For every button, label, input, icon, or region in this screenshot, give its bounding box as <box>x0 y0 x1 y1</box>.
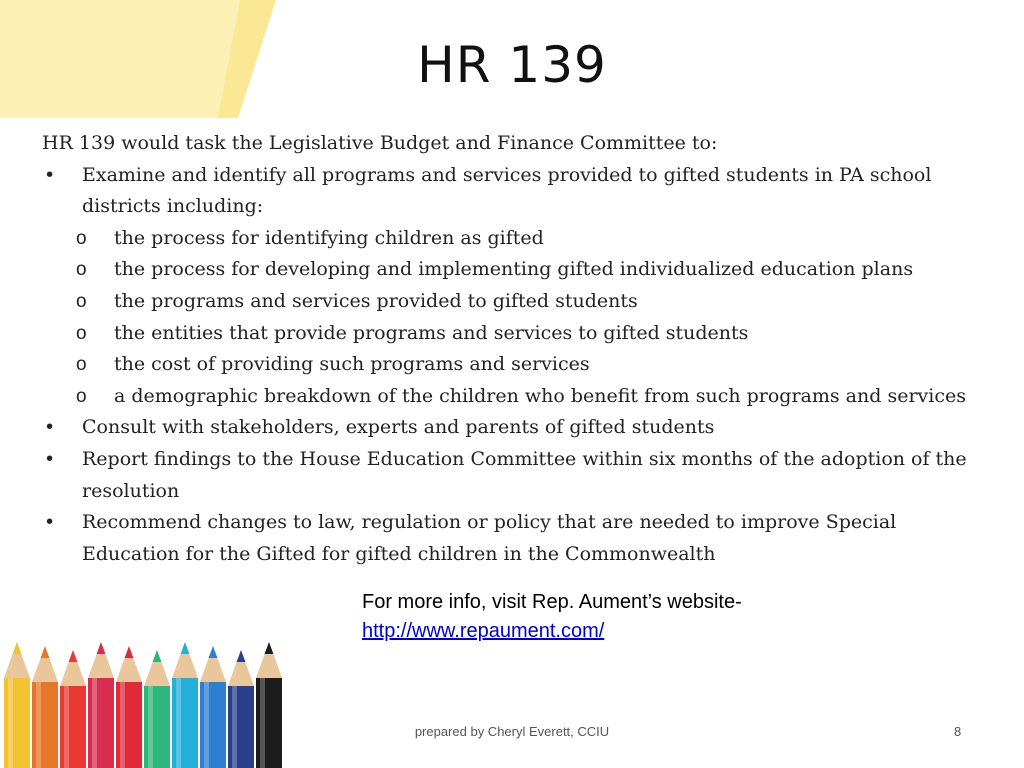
crayon <box>4 642 30 768</box>
intro-text: HR 139 would task the Legislative Budget and Finance Committee to: <box>42 132 718 154</box>
more-info-text: For more info, visit Rep. Aument’s website- <box>362 591 742 613</box>
crayon <box>60 650 86 768</box>
bullet-text: Report findings to the House Education Committee within six months of the adoption of the resolution <box>82 447 967 502</box>
bullet-text: Recommend changes to law, regulation or policy that are needed to improve Special Education for the Gifted for gifted children in the Commonwealth <box>82 511 897 565</box>
bullet-item <box>42 507 992 570</box>
crayon <box>32 646 58 768</box>
crayon <box>200 646 226 768</box>
footer-credit: prepared by Cheryl Everett, CCIU <box>414 724 610 739</box>
sub-bullet-item <box>42 254 992 286</box>
sub-bullet-text: a demographic breakdown of the children who benefit from such programs and services <box>114 384 966 407</box>
bullet-marker: • <box>44 416 56 439</box>
sub-bullet-marker: o <box>76 290 87 312</box>
crayon <box>228 650 254 768</box>
sub-bullet-item <box>42 286 992 318</box>
slide-title: HR 139 <box>417 36 607 94</box>
bullet-marker: • <box>44 163 56 186</box>
website-link[interactable]: http://www.repaument.com/ <box>362 620 605 642</box>
crayon <box>144 650 170 768</box>
slide-number: 8 <box>954 724 962 739</box>
sub-bullet-text: the cost of providing such programs and services <box>114 353 590 376</box>
slide-body <box>42 128 992 570</box>
bullet-marker: • <box>44 511 56 534</box>
sub-bullet-item <box>42 349 992 381</box>
crayons-image <box>0 632 290 768</box>
bullet-item <box>42 160 992 223</box>
sub-bullet-marker: o <box>76 385 87 407</box>
crayon <box>172 642 198 768</box>
sub-bullet-marker: o <box>76 259 87 281</box>
bullet-item <box>42 444 992 507</box>
sub-bullet-text: the process for developing and implementing gifted individualized education plans <box>114 258 914 281</box>
bullet-item <box>42 412 992 444</box>
bullet-text: Examine and identify all programs and services provided to gifted students in PA school districts including: <box>82 163 932 218</box>
sub-bullet-text: the programs and services provided to gifted students <box>114 289 638 312</box>
crayon <box>116 646 142 768</box>
sub-bullet-item <box>42 318 992 350</box>
sub-bullet-text: the process for identifying children as gifted <box>114 226 544 249</box>
bullet-text: Consult with stakeholders, experts and parents of gifted students <box>82 416 715 439</box>
crayon <box>88 642 114 768</box>
sub-bullet-marker: o <box>76 322 87 344</box>
sub-bullet-item <box>42 381 992 413</box>
more-info <box>362 588 742 646</box>
sub-bullet-item <box>42 223 992 255</box>
sub-bullet-marker: o <box>76 354 87 376</box>
bullet-marker: • <box>44 447 56 470</box>
sub-bullet-text: the entities that provide programs and services to gifted students <box>114 321 749 344</box>
crayon <box>256 642 282 768</box>
sub-bullet-marker: o <box>76 227 87 249</box>
